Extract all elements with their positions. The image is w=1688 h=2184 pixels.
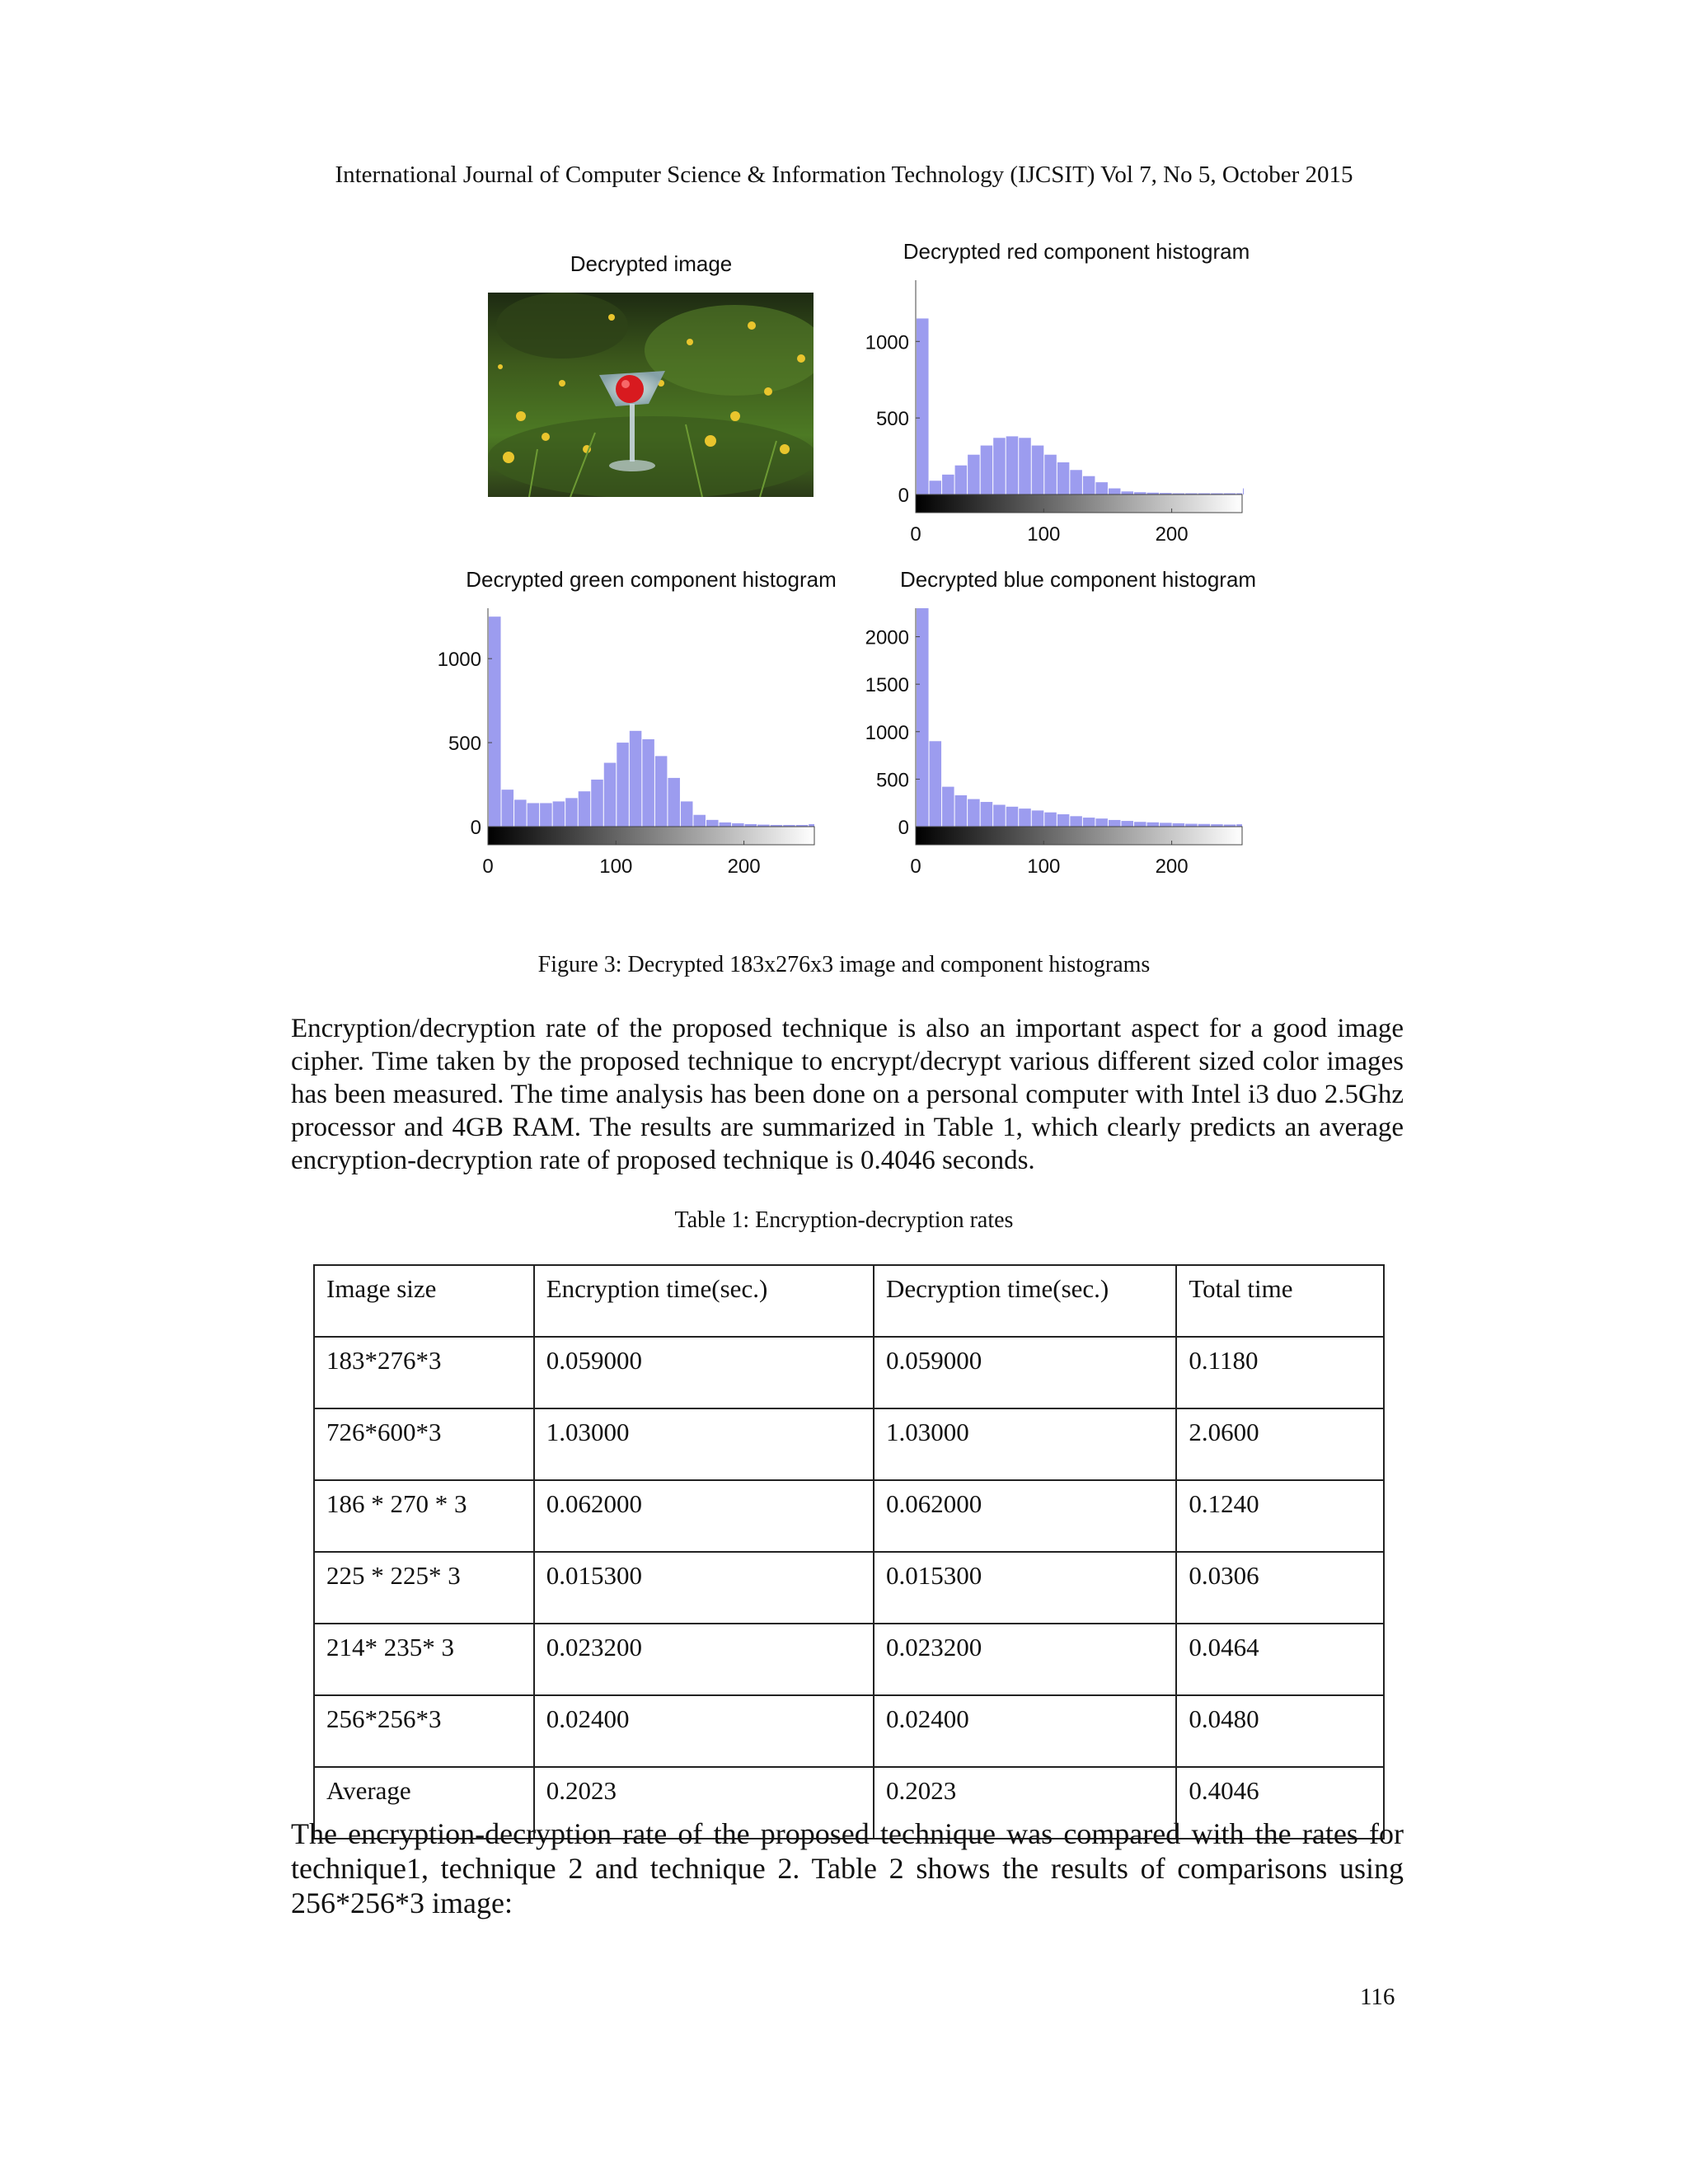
green-histogram-bar bbox=[579, 791, 591, 827]
cell-image-size: Average bbox=[314, 1767, 534, 1839]
blue-histogram-bar bbox=[1019, 808, 1031, 827]
red-x-tick-label: 100 bbox=[1027, 523, 1061, 546]
green-histogram-bar bbox=[591, 780, 603, 827]
blue-y-tick-label: 1500 bbox=[865, 674, 909, 697]
blue-histogram-bar bbox=[1160, 823, 1172, 827]
green-histogram-bar bbox=[732, 823, 744, 827]
blue-histogram-chart bbox=[865, 608, 1242, 878]
green-histogram-bar bbox=[528, 803, 540, 827]
green-histogram-bar bbox=[502, 790, 514, 827]
red-histogram-bar bbox=[1044, 455, 1057, 494]
cell-encryption-time: 0.062000 bbox=[534, 1480, 874, 1552]
green-histogram-bar bbox=[617, 743, 629, 827]
cell-total-time: 2.0600 bbox=[1176, 1408, 1384, 1480]
green-histogram-bar bbox=[540, 803, 552, 827]
running-header: International Journal of Computer Science & Information Technology (IJCSIT) Vol 7, No 5, October 2015 bbox=[335, 162, 1353, 188]
green-histogram-bar bbox=[604, 763, 617, 827]
green-histogram-bar bbox=[514, 799, 527, 827]
cell-total-time: 0.0464 bbox=[1176, 1624, 1384, 1695]
green-histogram-bar bbox=[655, 756, 668, 827]
red-y-tick-label: 1000 bbox=[865, 331, 909, 354]
blue-y-tick-label: 0 bbox=[898, 817, 909, 839]
table-row bbox=[314, 1337, 1384, 1408]
blue-histogram-bar bbox=[1109, 820, 1121, 827]
green-y-tick-label: 1000 bbox=[437, 649, 481, 672]
red-histogram-bar bbox=[1243, 489, 1244, 494]
cell-image-size: 726*600*3 bbox=[314, 1408, 534, 1480]
red-histogram-bar bbox=[1095, 482, 1108, 494]
red-histogram-bar bbox=[1019, 438, 1031, 494]
blue-histogram-bar bbox=[1095, 818, 1108, 827]
blue-histogram-bar bbox=[981, 802, 993, 827]
red-histogram-bar bbox=[1109, 489, 1121, 494]
red-histogram-bar bbox=[1121, 491, 1133, 494]
red-histogram-bar bbox=[1057, 462, 1070, 494]
cell-encryption-time: 0.02400 bbox=[534, 1695, 874, 1767]
green-histogram-bar bbox=[630, 731, 642, 827]
cell-decryption-time: 1.03000 bbox=[874, 1408, 1176, 1480]
red-histogram-bar bbox=[1083, 476, 1095, 494]
blue-histogram-bar bbox=[955, 795, 968, 827]
blue-y-tick-label: 2000 bbox=[865, 626, 909, 649]
cell-decryption-time: 0.02400 bbox=[874, 1695, 1176, 1767]
blue-x-tick-label: 200 bbox=[1155, 855, 1189, 878]
blue-histogram-bar bbox=[1147, 823, 1160, 827]
green-x-tick-label: 200 bbox=[727, 855, 761, 878]
cell-image-size: 183*276*3 bbox=[314, 1337, 534, 1408]
blue-histogram-bar bbox=[1121, 821, 1133, 827]
blue-histogram-bar bbox=[917, 608, 929, 827]
blue-x-tick-label: 100 bbox=[1027, 855, 1061, 878]
cell-image-size: 214* 235* 3 bbox=[314, 1624, 534, 1695]
cell-total-time: 0.1180 bbox=[1176, 1337, 1384, 1408]
green-x-tick-label: 0 bbox=[482, 855, 494, 878]
table-header-row bbox=[314, 1265, 1384, 1337]
red-y-tick-label: 500 bbox=[875, 408, 909, 431]
paragraph-encryption-rate: Encryption/decryption rate of the proposed technique is also an important aspect for a good image cipher. Time taken by the proposed technique to encrypt/decrypt various different sized color images has been measured. The time analysis has been done on a personal computer with Intel i3 duo 2.5Ghz processor and 4GB RAM. The results are summarized in Table 1, which clearly predicts an average encryption-decryption rate of proposed technique is 0.4046 seconds. bbox=[291, 1014, 1404, 1175]
cell-image-size: 225 * 225* 3 bbox=[314, 1552, 534, 1624]
red-histogram-bar bbox=[1070, 470, 1082, 494]
green-histogram-title: Decrypted green component histogram bbox=[466, 567, 837, 592]
cell-encryption-time: 0.023200 bbox=[534, 1624, 874, 1695]
blue-histogram-bar bbox=[993, 805, 1006, 827]
cell-encryption-time: 0.2023 bbox=[534, 1767, 874, 1839]
table-row bbox=[314, 1695, 1384, 1767]
blue-histogram-bar bbox=[1032, 810, 1044, 827]
cell-decryption-time: 0.023200 bbox=[874, 1624, 1176, 1695]
red-histogram-bar bbox=[968, 455, 980, 494]
header-decryption-time: Decryption time(sec.) bbox=[874, 1265, 1176, 1337]
green-histogram-bar bbox=[668, 778, 680, 827]
table-row bbox=[314, 1480, 1384, 1552]
cell-image-size: 256*256*3 bbox=[314, 1695, 534, 1767]
green-y-tick-label: 500 bbox=[448, 733, 481, 756]
blue-histogram-bar bbox=[1185, 824, 1198, 827]
cell-encryption-time: 0.059000 bbox=[534, 1337, 874, 1408]
green-y-tick-label: 0 bbox=[470, 817, 481, 839]
figure-caption: Figure 3: Decrypted 183x276x3 image and component histograms bbox=[537, 952, 1151, 977]
cell-total-time: 0.0480 bbox=[1176, 1695, 1384, 1767]
green-histogram-bar bbox=[720, 823, 732, 827]
cell-encryption-time: 0.015300 bbox=[534, 1552, 874, 1624]
blue-histogram-bar bbox=[1173, 823, 1185, 827]
red-histogram-bar bbox=[942, 475, 954, 494]
green-histogram-bar bbox=[565, 798, 578, 827]
red-histogram-bar bbox=[930, 480, 942, 494]
cell-decryption-time: 0.059000 bbox=[874, 1337, 1176, 1408]
cell-encryption-time: 1.03000 bbox=[534, 1408, 874, 1480]
header-image-size: Image size bbox=[314, 1265, 534, 1337]
table-caption: Table 1: Encryption-decryption rates bbox=[674, 1207, 1014, 1233]
cell-decryption-time: 0.015300 bbox=[874, 1552, 1176, 1624]
header-total-time: Total time bbox=[1176, 1265, 1384, 1337]
blue-grayscale-bar bbox=[916, 827, 1242, 845]
green-histogram-bar bbox=[681, 801, 693, 827]
blue-histogram-bar bbox=[942, 787, 954, 827]
table-row bbox=[314, 1624, 1384, 1695]
blue-histogram-bar bbox=[1083, 818, 1095, 827]
table-row bbox=[314, 1408, 1384, 1480]
blue-histogram-title: Decrypted blue component histogram bbox=[899, 567, 1257, 592]
table-row bbox=[314, 1552, 1384, 1624]
red-histogram-bar bbox=[1032, 446, 1044, 494]
blue-histogram-bar bbox=[1044, 813, 1057, 827]
blue-histogram-bar bbox=[968, 799, 980, 827]
histograms-figure bbox=[0, 0, 1688, 907]
cell-decryption-time: 0.062000 bbox=[874, 1480, 1176, 1552]
red-histogram-bar bbox=[1006, 436, 1019, 494]
blue-y-tick-label: 500 bbox=[875, 769, 909, 792]
green-histogram-bar bbox=[553, 801, 565, 827]
blue-histogram-bar bbox=[930, 741, 942, 827]
header-encryption-time: Encryption time(sec.) bbox=[534, 1265, 874, 1337]
cell-total-time: 0.4046 bbox=[1176, 1767, 1384, 1839]
cell-image-size: 186 * 270 * 3 bbox=[314, 1480, 534, 1552]
red-histogram-bar bbox=[955, 466, 968, 494]
green-histogram-bar bbox=[693, 815, 706, 827]
cell-decryption-time: 0.2023 bbox=[874, 1767, 1176, 1839]
blue-histogram-bar bbox=[1070, 816, 1082, 827]
red-x-tick-label: 200 bbox=[1155, 523, 1189, 546]
encryption-rates-table bbox=[313, 1264, 1385, 1840]
red-histogram-bar bbox=[917, 318, 929, 494]
red-histogram-bar bbox=[993, 438, 1006, 494]
green-histogram-chart bbox=[438, 608, 814, 878]
green-histogram-bar bbox=[706, 820, 719, 827]
green-grayscale-bar bbox=[488, 827, 814, 845]
green-histogram-bar bbox=[489, 616, 501, 827]
blue-histogram-bar bbox=[1006, 807, 1019, 827]
red-histogram-title: Decrypted red component histogram bbox=[903, 239, 1250, 264]
green-histogram-bar bbox=[642, 739, 654, 827]
cell-total-time: 0.0306 bbox=[1176, 1552, 1384, 1624]
page-number: 116 bbox=[1360, 1984, 1395, 2010]
decrypted-image-title: Decrypted image bbox=[570, 251, 733, 276]
blue-y-tick-label: 1000 bbox=[865, 721, 909, 744]
blue-histogram-bar bbox=[1134, 822, 1146, 827]
cell-total-time: 0.1240 bbox=[1176, 1480, 1384, 1552]
red-histogram-bar bbox=[981, 446, 993, 494]
red-histogram-chart bbox=[865, 280, 1244, 546]
red-grayscale-bar bbox=[916, 494, 1242, 513]
blue-histogram-bar bbox=[1057, 814, 1070, 827]
blue-x-tick-label: 0 bbox=[910, 855, 921, 878]
red-y-tick-label: 0 bbox=[898, 485, 909, 507]
green-x-tick-label: 100 bbox=[599, 855, 633, 878]
red-x-tick-label: 0 bbox=[910, 523, 921, 546]
paragraph-comparison: The encryption-decryption rate of the proposed technique was compared with the rates for technique1, technique 2 and technique 2. Table 2 shows the results of comparisons using 256*256*3 image: bbox=[291, 1817, 1404, 1919]
